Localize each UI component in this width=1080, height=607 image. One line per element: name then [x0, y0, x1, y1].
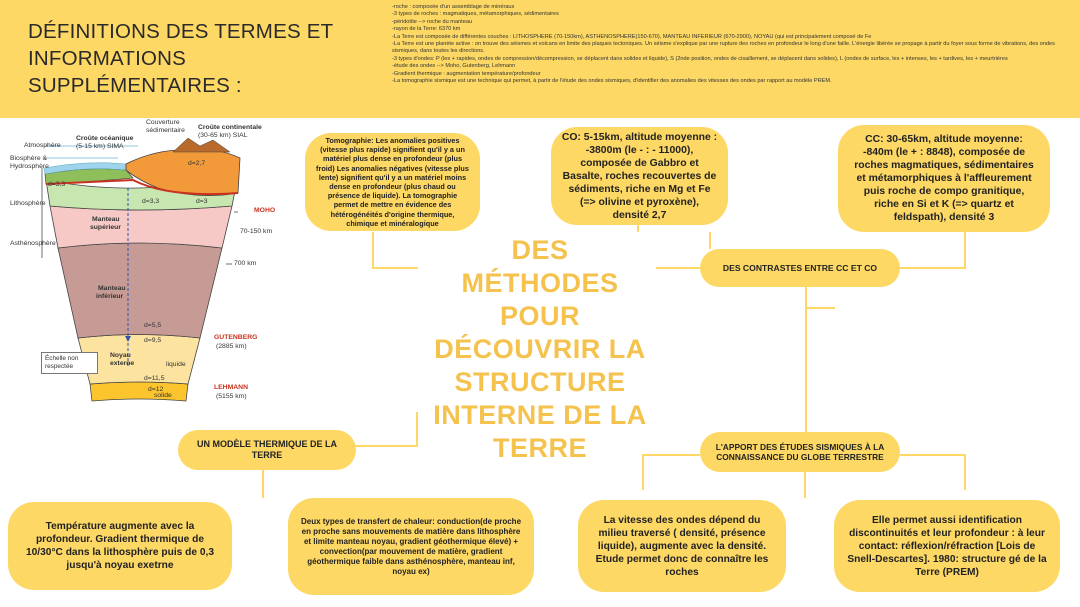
- scale-note: Échelle non respectée: [41, 352, 98, 374]
- transfert-text: Deux types de transfert de chaleur: conduction(de proche en proche sans mouvements de matière dans lithosphère et limite manteau noyau, gradient géothermique élevé) + convection(par mouvement de matière, gradient géothermique faible dans asthénosphère, manteau inf, noyau ex): [300, 516, 522, 576]
- label-upper-mantle: Manteau: [92, 216, 120, 223]
- central-title: [415, 234, 665, 465]
- continental-crust-text: CC: 30-65km, altitude moyenne: -840m (le + : 8848), composée de roches magmatiques, sédimentaires et métamorphiques à l'affleurement puis roche de compo granitique, riche en Si et K (=> quartz et feldspath), densité 3: [854, 134, 1034, 223]
- label-moho: MOHO: [254, 207, 276, 214]
- note-line: -Gradient thermique : augmentation température/profondeur: [392, 70, 541, 77]
- temperature-text: Température augmente avec la profondeur. Gradient thermique de 10/30°C dans la lithosphère puis de 0,3 jusqu'à noyau exetrne: [25, 521, 215, 571]
- label-gutenberg: GUTENBERG: [214, 334, 258, 341]
- contrastes-pill: [700, 249, 900, 287]
- label-lithosphere: Lithosphère: [10, 200, 46, 207]
- label-hydrosphere: Hydrosphère: [10, 163, 49, 170]
- note-line: -3 types de roches : magmatiques, métamorphiques, sédimentaires: [392, 11, 559, 18]
- earth-structure-diagram: [8, 118, 295, 418]
- oceanic-crust-text: CO: 5-15km, altitude moyenne : -3800m (le - : - 11000), composée de Gabbro et Basalte, roches recouvertes de sédiments, riche en Mg et Fe (=> olivine et pyroxène), densité 2,7: [561, 131, 718, 221]
- label-gutenberg-depth: (2885 km): [216, 343, 247, 350]
- label-outer-core-sub: externe: [110, 360, 135, 367]
- label-lower-mantle: Manteau: [98, 285, 126, 292]
- sismique-label: L'APPORT DES ÉTUDES SISMIQUES À LA CONNAISSANCE DU GLOBE TERRESTRE: [715, 441, 885, 462]
- transfert-box: [288, 498, 534, 595]
- label-biosphere: Biosphère &: [10, 155, 48, 162]
- central-title-line: MÉTHODES: [461, 268, 619, 298]
- connector-line: [900, 455, 965, 490]
- label-liquid: liquide: [166, 361, 186, 368]
- thermique-label: UN MODÈLE THERMIQUE DE LA TERRE: [196, 439, 337, 460]
- central-title-line: TERRE: [492, 433, 587, 463]
- label-continental-crust: Croûte continentale: [198, 124, 262, 131]
- density-label: d=3,3: [142, 198, 160, 205]
- mountain-relief: [173, 138, 230, 152]
- vitesse-text: La vitesse des ondes dépend du milieu traversé ( densité, présence liquide), augmente avec la densité. Etude permet donc de connaître les roches: [595, 514, 769, 578]
- label-sedimentary-cover-sub: sédimentaire: [146, 127, 185, 134]
- density-label: d=11,5: [144, 375, 165, 382]
- density-label: d=5,5: [144, 322, 162, 329]
- contrastes-label: DES CONTRASTES ENTRE CC ET CO: [722, 262, 878, 273]
- central-title-line: INTERNE DE LA: [433, 400, 647, 430]
- label-asthenosphere: Asthénosphère: [10, 240, 56, 247]
- density-label: d=3,3: [48, 181, 66, 188]
- page-title-line: SUPPLÉMENTAIRES :: [28, 74, 242, 97]
- connector-line: [373, 232, 418, 268]
- density-label: d=3: [196, 198, 208, 205]
- discontinuites-box: [834, 500, 1060, 592]
- note-line: -La Terre est une planète active : on trouve des séismes et volcans en limite des plaques tectoniques. Un séisme s'explique par une rupture des roches en profondeur le long d'une faille. L'énergie libérée se propage à partir du foyer sous forme de vibrations, des ondes sismiques, dans toutes les directions.: [392, 41, 1055, 55]
- tomographie-box: [305, 133, 480, 231]
- note-line: -étude des ondes --> Moho, Gutenberg, Lehmann: [392, 63, 516, 70]
- label-lehmann-depth: (5155 km): [216, 393, 247, 400]
- central-title-line: DÉCOUVRIR LA: [434, 334, 646, 364]
- continental-crust-box: [838, 125, 1050, 232]
- label-solid: solide: [154, 392, 172, 399]
- label-outer-core: Noyau: [110, 352, 131, 359]
- page-title-line: DÉFINITIONS DES TERMES ET: [28, 20, 334, 43]
- sismique-pill: [700, 432, 900, 472]
- note-line: -rayon de la Terre: 6370 km: [392, 26, 461, 33]
- note-line: -roche : composée d'un assemblage de minéraux: [392, 4, 515, 10]
- central-title-line: DES: [511, 235, 569, 265]
- central-title-line: STRUCTURE: [454, 367, 626, 397]
- temperature-box: [8, 502, 232, 590]
- label-upper-mantle-sub: supérieur: [90, 224, 121, 231]
- vitesse-box: [578, 500, 786, 592]
- density-label: d=12: [148, 386, 164, 393]
- thermique-pill: [178, 430, 356, 470]
- note-line: -La Terre est composée de différentes couches : LITHOSPHERE (70-150km), ASTHENOSPHERE(150-670), MANTEAU INFERIEUR (670-2900), NOYAU (qui est principalement composé de Fe: [392, 33, 872, 40]
- density-label: d=2,7: [188, 160, 206, 167]
- label-depth-70-150: 70-150 km: [240, 228, 273, 235]
- upper-mantle-layer: [50, 206, 232, 248]
- label-lehmann: LEHMANN: [214, 384, 248, 391]
- oceanic-crust-box: [551, 127, 728, 225]
- lower-mantle-layer: [58, 243, 222, 338]
- inner-core-layer: [90, 382, 188, 401]
- label-depth-700: 700 km: [234, 260, 257, 267]
- label-oceanic-crust-sub: (5-15 km) SIMA: [76, 143, 124, 150]
- tomographie-text: Tomographie: Les anomalies positives (vitesse plus rapide) signifient qu'il y a un matériel plus dense en profondeur (plus froid) Les anomalies négatives (vitesse plus lente) signifient qu'il y a un matériel moins dense en profondeur (plus chaud ou présence de liquide). La tomographie permet de mettre en évidence des hétérogénéités d'origine thermique, chimique et minéralogique: [316, 135, 469, 228]
- note-line: -péridotite --> roche du manteau: [392, 18, 473, 25]
- label-lower-mantle-sub: inférieur: [96, 293, 124, 300]
- discontinuites-text: Elle permet aussi identification discontinuités et leur profondeur : à leur contact: réflexion/réfraction [Lois de Snell-Descartes]. 1980: structure gé de la Terre (PREM): [847, 514, 1047, 578]
- label-atmosphere: Atmosphère: [24, 142, 61, 149]
- label-sedimentary-cover: Couverture: [146, 119, 180, 126]
- page-title-line: INFORMATIONS: [28, 47, 187, 70]
- note-line: -La tomographie sismique est une technique qui permet, à partir de l'étude des ondes sismiques, d'identifier des anomalies des vitesses des ondes par rapport au modèle PREM.: [392, 78, 832, 85]
- central-title-line: POUR: [499, 301, 580, 331]
- label-continental-crust-sub: (30-65 km) SIAL: [198, 132, 248, 139]
- note-line: -3 types d'ondes: P (les + rapides, ondes de compression/décompression, se déplacent dans solides et liquide), S (2nde position, ondes de cisaillement, se déplacent dans solides), L (ondes de surface, les + intenses, les + tardives, les + meurtrières: [392, 55, 1008, 62]
- label-oceanic-crust: Croûte océanique: [76, 135, 134, 142]
- density-label: d=9,5: [144, 337, 162, 344]
- connector-line: [900, 232, 965, 268]
